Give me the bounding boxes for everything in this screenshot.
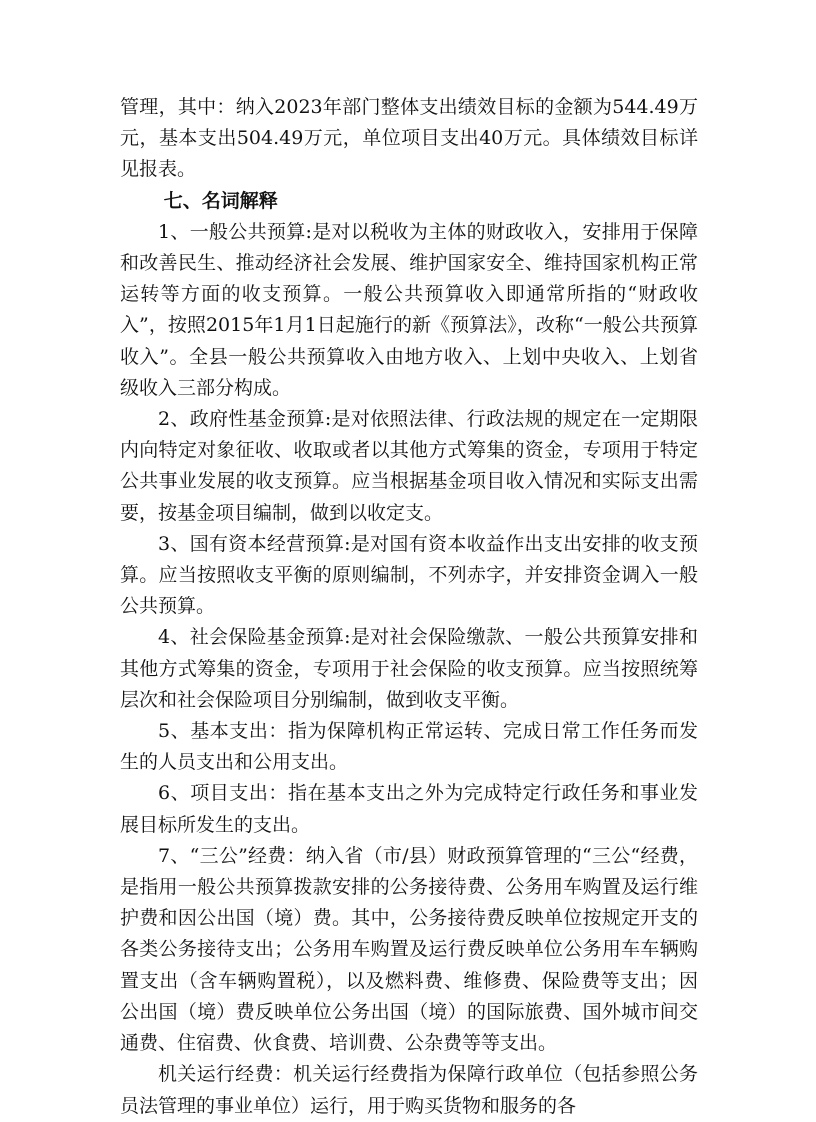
- paragraph-government-fund-budget: 2、政府性基金预算:是对依照法律、行政法规的规定在一定期限内向特定对象征收、收取或者以其他方式筹集的资金，专项用于特定公共事业发展的收支预算。应当根据基金项目收入情况和实际支出需要，按基金项目编制，做到以收定支。: [120, 408, 698, 524]
- section-heading-glossary: 七、名词解释: [163, 189, 278, 212]
- paragraph-operating-expenses: 机关运行经费：机关运行经费指为保障行政单位（包括参照公务员法管理的事业单位）运行，用于购买货物和服务的各: [120, 1063, 698, 1117]
- paragraph-performance-target-continuation: 管理，其中：纳入2023年部门整体支出绩效目标的金额为544.49万元，基本支出504.49万元，单位项目支出40万元。具体绩效目标详见报表。: [120, 96, 698, 181]
- document-body: [120, 92, 698, 1122]
- paragraph-three-public-expenses: 7、“三公”经费：纳入省（市/县）财政预算管理的“三公“经费，是指用一般公共预算拨款安排的公务接待费、公务用车购置及运行维护费和因公出国（境）费。其中，公务接待费反映单位按规定开支的各类公务接待支出；公务用车购置及运行费反映单位公务用车车辆购置支出（含车辆购置税），以及燃料费、维修费、保险费等支出；因公出国（境）费反映单位公务出国（境）的国际旅费、国外城市间交通费、住宿费、伙食费、培训费、公杂费等等支出。: [120, 844, 698, 1055]
- paragraph-project-expenditure: 6、项目支出：指在基本支出之外为完成特定行政任务和事业发展目标所发生的支出。: [120, 782, 698, 836]
- paragraph-basic-expenditure: 5、基本支出：指为保障机构正常运转、完成日常工作任务而发生的人员支出和公用支出。: [120, 720, 698, 774]
- paragraph-state-capital-budget: 3、国有资本经营预算:是对国有资本收益作出支出安排的收支预算。应当按照收支平衡的原则编制，不列赤字，并安排资金调入一般公共预算。: [120, 532, 698, 618]
- paragraph-general-public-budget: 1、一般公共预算:是对以税收为主体的财政收入，安排用于保障和改善民生、推动经济社会发展、维护国家安全、维持国家机构正常运转等方面的收支预算。一般公共预算收入即通常所指的“财政收入”，按照2015年1月1日起施行的新《预算法》，改称“一般公共预算收入”。全县一般公共预算收入由地方收入、上划中央收入、上划省级收入三部分构成。: [120, 220, 698, 399]
- paragraph-social-insurance-budget: 4、社会保险基金预算:是对社会保险缴款、一般公共预算安排和其他方式筹集的资金，专项用于社会保险的收支预算。应当按照统筹层次和社会保险项目分别编制，做到收支平衡。: [120, 626, 698, 711]
